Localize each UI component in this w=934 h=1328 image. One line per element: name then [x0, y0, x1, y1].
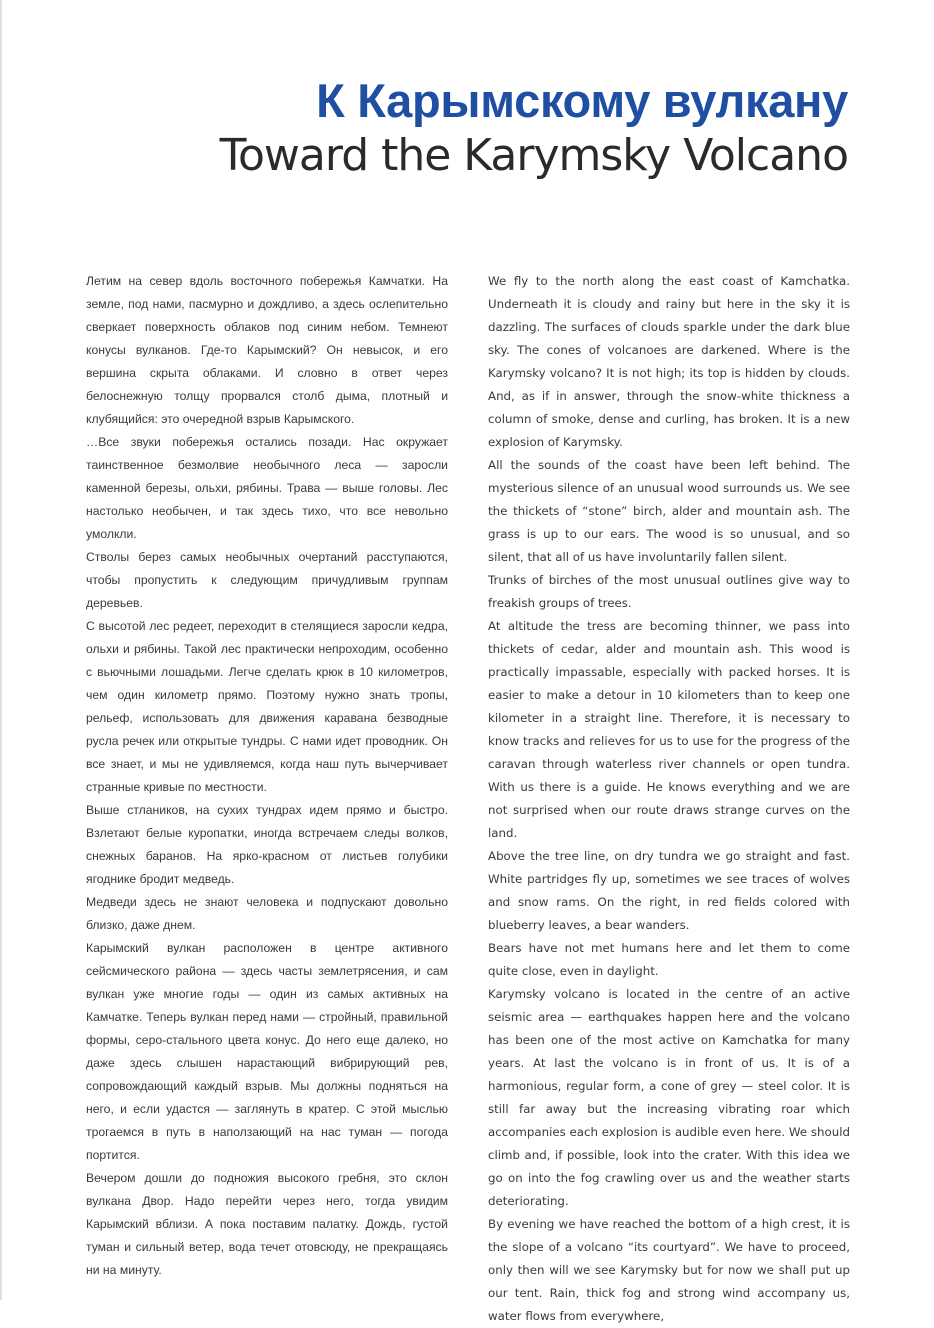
english-text-column: [488, 270, 850, 1328]
title-block: [220, 72, 848, 182]
page-edge: [0, 0, 2, 1300]
ru-paragraph: С высотой лес редеет, переходит в стелящиеся заросли кедра, ольхи и рябины. Такой лес практически непроходим, особенно с вьючными лошадьми. Легче сделать крюк в 10 километров, чем один километр прямо. Поэтому нужно знать тропы, рельеф, использовать для движения каравана безводные русла речек или открытые тундры. С нами идет проводник. Он все знает, и мы не удивляемся, когда наш путь вычерчивает странные кривые по местности.: [86, 619, 448, 794]
ru-paragraph: Карымский вулкан расположен в центре активного сейсмического района — здесь часты землетрясения, и сам вулкан уже многие годы — один из самых активных на Камчатке. Теперь вулкан перед нами — стройный, правильной формы, серо-стального цвета конус. До него еще далеко, но даже здесь слышен нарастающий вибрирующий рев, сопровождающий каждый взрыв. Мы должны подняться на него, и если удастся — заглянуть в кратер. С этой мыслью трогаемся в путь в наползающий на нас туман — погода портится.: [86, 941, 448, 1162]
en-paragraph: Above the tree line, on dry tundra we go straight and fast. White partridges fly up, sometimes we see traces of wolves and snow rams. On the right, in red fields colored with blueberry leaves, a bear wanders.: [488, 849, 850, 932]
en-paragraph: Trunks of birches of the most unusual outlines give way to freakish groups of trees.: [488, 573, 850, 610]
ru-paragraph: Летим на север вдоль восточного побережья Камчатки. На земле, под нами, пасмурно и дождливо, а здесь ослепительно сверкает поверхность облаков под синим небом. Темнеют конусы вулканов. Где-то Карымский? Он невысок, и его вершина скрыта облаками. И словно в ответ через белоснежную толщу прорвался столб дыма, плотный и клубящийся: это очередной взрыв Карымского.: [86, 274, 448, 426]
en-paragraph: At altitude the tress are becoming thinner, we pass into thickets of cedar, alder and mountain ash. This wood is practically impassable, especially with packed horses. It is easier to make a detour in 10 kilometers than to keep one kilometer in a straight line. Therefore, it is necessary to know tracks and relieves for us to use for the progress of the caravan through waterless river channels or open tundra. With us there is a guide. He knows everything and we are not surprised when our route draws strange curves on the land.: [488, 619, 850, 840]
ru-paragraph: Медведи здесь не знают человека и подпускают довольно близко, даже днем.: [86, 895, 448, 932]
en-paragraph: We fly to the north along the east coast of Kamchatka. Underneath it is cloudy and rainy but here in the sky it is dazzling. The surfaces of clouds sparkle under the dark blue sky. The cones of volcanoes are darkened. Where is the Karymsky volcano? It is not high; its top is hidden by clouds. And, as if in answer, through the snow-white thickness a column of smoke, dense and curling, has broken. It is a new explosion of Karymsky.: [488, 274, 850, 449]
ru-paragraph: …Все звуки побережья остались позади. Нас окружает таинственное безмолвие необычного леса — заросли каменной березы, ольхи, рябины. Трава — выше головы. Лес настолько необычен, и так здесь тихо, что все невольно умолкли.: [86, 435, 448, 541]
en-paragraph: Karymsky volcano is located in the centre of an active seismic area — earthquakes happen here and the volcano has been one of the most active on Kamchatka for many years. At last the volcano is in front of us. It is of a harmonious, regular form, a cone of grey — steel color. It is still far away but the increasing vibrating roar which accompanies each explosion is audible even here. We should climb and, if possible, look into the crater. With this idea we go on into the fog crawling over us and the weather starts deteriorating.: [488, 987, 850, 1208]
title-english: Toward the Karymsky Volcano: [219, 130, 848, 181]
title-russian: К Карымскому вулкану: [316, 74, 848, 127]
russian-text-column: [86, 270, 448, 1282]
ru-paragraph: Стволы берез самых необычных очертаний расступаются, чтобы пропустить к следующим причудливым группам деревьев.: [86, 550, 448, 610]
ru-paragraph: Выше стлаников, на сухих тундрах идем прямо и быстро. Взлетают белые куропатки, иногда встречаем следы волков, снежных баранов. На ярко-красном от листьев голубики ягоднике бродит медведь.: [86, 803, 448, 886]
en-paragraph: All the sounds of the coast have been left behind. The mysterious silence of an unusual wood surrounds us. We see the thickets of “stone” birch, alder and mountain ash. The grass is up to our ears. The wood is so unusual, and so silent, that all of us have involuntarily fallen silent.: [488, 458, 850, 564]
en-paragraph: Bears have not met humans here and let them to come quite close, even in daylight.: [488, 941, 850, 978]
ru-paragraph: Вечером дошли до подножия высокого гребня, это склон вулкана Двор. Надо перейти через него, тогда увидим Карымский вблизи. А пока поставим палатку. Дождь, густой туман и сильный ветер, вода течет отовсюду, не прекращаясь ни на минуту.: [86, 1171, 448, 1277]
en-paragraph: By evening we have reached the bottom of a high crest, it is the slope of a volcano “its courtyard”. We have to proceed, only then will we see Karymsky but for now we shall put up our tent. Rain, thick fog and strong wind accompany us, water flows from everywhere,: [488, 1217, 850, 1323]
